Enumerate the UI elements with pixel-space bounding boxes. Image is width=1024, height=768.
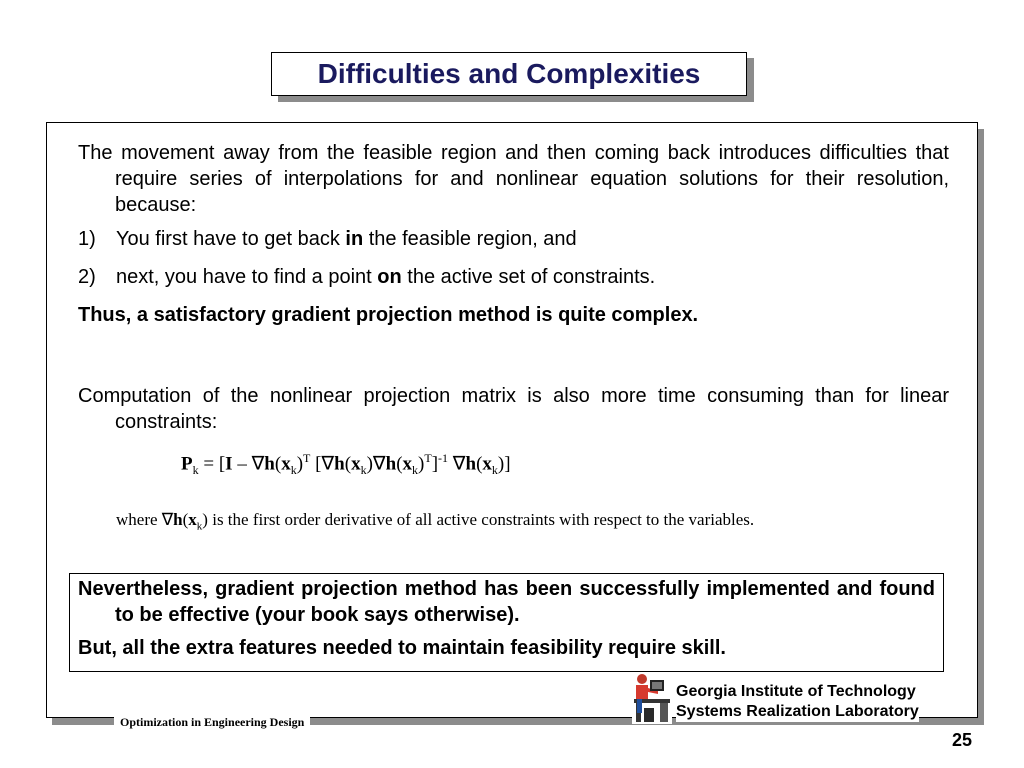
conclusion-box bbox=[69, 573, 944, 672]
projection-formula: $P_k = [I - \nabla h(x_k)^T$ $[\nabla h(x_k)\nabla h(x_k)^T]^{-1}$ $\nabla h(x_k)$] bbox=[181, 451, 511, 478]
content-text bbox=[78, 140, 949, 435]
footer-course: Optimization in Engineering Design bbox=[114, 713, 310, 731]
where-post: is the first order derivative of all active constraints with respect to the variables. bbox=[207, 510, 755, 529]
list-item bbox=[78, 226, 949, 252]
list-number: 2) bbox=[78, 266, 96, 288]
computation-paragraph: Computation of the nonlinear projection matrix is also more time consuming than for linear constraints: bbox=[78, 385, 949, 433]
where-explanation: where $\nabla h(x_k)$ is the first order derivative of all active constraints with respect to the variables. bbox=[116, 510, 755, 533]
list-item bbox=[78, 264, 949, 290]
intro-paragraph: The movement away from the feasible region and then coming back introduces difficulties that require series of interpolations for and nonlinear equation solutions for their resolution, because: bbox=[78, 142, 949, 216]
conclusion-text-1: Nevertheless, gradient projection method has been successfully implemented and found to be effective (your book says otherwise). bbox=[78, 578, 935, 626]
list-text bbox=[116, 264, 655, 290]
where-pre: where bbox=[116, 510, 162, 529]
list-text-pre: You first have to get back bbox=[116, 228, 346, 250]
lab-worker-at-desk-logo-icon bbox=[632, 672, 672, 724]
list-text-pre: next, you have to find a point bbox=[116, 266, 378, 288]
title-box bbox=[271, 52, 747, 96]
list-keyword: in bbox=[345, 228, 364, 250]
org-line-1: Georgia Institute of Technology bbox=[676, 683, 916, 700]
list-text bbox=[116, 226, 577, 252]
thus-statement: Thus, a satisfactory gradient projection method is quite complex. bbox=[78, 304, 699, 326]
list-number: 1) bbox=[78, 228, 96, 250]
conclusion-text-2: But, all the extra features needed to maintain feasibility require skill. bbox=[78, 637, 726, 659]
page-number: 25 bbox=[951, 730, 972, 750]
list-text-post: the feasible region, and bbox=[363, 228, 577, 250]
list-text-post: the active set of constraints. bbox=[401, 266, 656, 288]
org-line-2: Systems Realization Laboratory bbox=[676, 703, 919, 720]
slide-title: Difficulties and Complexities bbox=[317, 58, 701, 89]
organization-name bbox=[676, 682, 919, 722]
list-keyword: on bbox=[377, 266, 402, 288]
